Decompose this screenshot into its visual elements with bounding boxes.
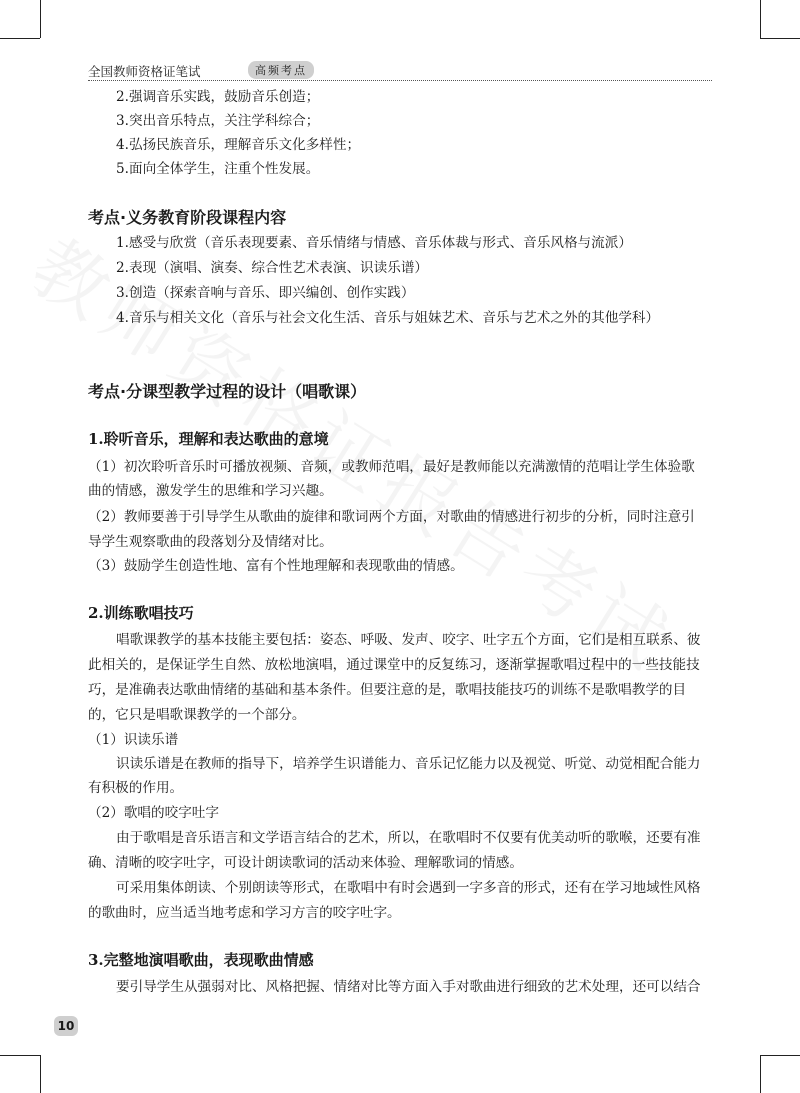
paragraph-line: 可采用集体朗读、个别朗读等形式，在歌唱中有时会遇到一字多音的形式，还有在学习地域性风格 bbox=[116, 880, 701, 896]
header-divider bbox=[88, 80, 712, 81]
crop-mark bbox=[40, 0, 41, 38]
paragraph-line: （2）教师要善于引导学生从歌曲的旋律和歌词两个方面，对歌曲的情感进行初步的分析，同时注意引 bbox=[88, 509, 695, 525]
paragraph-line: 由于歌唱是音乐语言和文学语言结合的艺术，所以，在歌唱时不仅要有优美动听的歌喉，还要有准 bbox=[116, 830, 701, 846]
paragraph-line: （1）初次聆听音乐时可播放视频、音频，或教师范唱，最好是教师能以充满激情的范唱让学生体验歌 bbox=[88, 459, 695, 475]
list-item: 4.弘扬民族音乐，理解音乐文化多样性； bbox=[116, 137, 361, 153]
running-header bbox=[88, 62, 712, 80]
header-badge: 高频考点 bbox=[248, 61, 314, 79]
subsection-heading: 1.聆听音乐，理解和表达歌曲的意境 bbox=[88, 430, 329, 448]
subsection-heading: 2.训练歌唱技巧 bbox=[88, 604, 194, 622]
list-item: 3.创造（探索音响与音乐、即兴编创、创作实践） bbox=[116, 285, 415, 301]
paragraph-line: 曲的情感，激发学生的思维和学习兴趣。 bbox=[88, 483, 333, 499]
subsection-heading: 3.完整地演唱歌曲，表现歌曲情感 bbox=[88, 951, 314, 969]
paragraph-line: 确、清晰的咬字吐字，可设计朗读歌词的活动来体验、理解歌词的情感。 bbox=[88, 855, 523, 871]
paragraph-line: （1）识读乐谱 bbox=[88, 732, 179, 748]
list-item: 4.音乐与相关文化（音乐与社会文化生活、音乐与姐妹艺术、音乐与艺术之外的其他学科） bbox=[116, 310, 660, 326]
crop-mark bbox=[0, 38, 40, 39]
paragraph-line: 导学生观察歌曲的段落划分及情绪对比。 bbox=[88, 534, 333, 550]
crop-mark bbox=[40, 1055, 41, 1093]
paragraph-line: 的，它只是唱歌课教学的一个部分。 bbox=[88, 707, 306, 723]
paragraph-line: 巧，是准确表达歌曲情绪的基础和基本条件。但要注意的是，歌唱技能技巧的训练不是歌唱教学的目 bbox=[88, 682, 687, 698]
crop-mark bbox=[760, 0, 761, 38]
list-item: 2.表现（演唱、演奏、综合性艺术表演、识读乐谱） bbox=[116, 260, 429, 276]
paragraph-line: 要引导学生从强弱对比、风格把握、情绪对比等方面入手对歌曲进行细致的艺术处理，还可以结合 bbox=[116, 979, 701, 995]
paragraph-line: 此相关的，是保证学生自然、放松地演唱，通过课堂中的反复练习，逐渐掌握歌唱过程中的一些技能技 bbox=[88, 657, 700, 673]
section-heading: 考点·分课型教学过程的设计（唱歌课） bbox=[88, 382, 367, 401]
crop-mark bbox=[760, 1055, 800, 1056]
book-title: 全国教师资格证笔试 bbox=[88, 64, 201, 79]
paragraph-line: （3）鼓励学生创造性地、富有个性地理解和表现歌曲的情感。 bbox=[88, 558, 464, 574]
paragraph-line: （2）歌唱的咬字吐字 bbox=[88, 805, 219, 821]
crop-mark bbox=[0, 1055, 40, 1056]
list-item: 3.突出音乐特点，关注学科综合； bbox=[116, 113, 320, 129]
list-item: 2.强调音乐实践，鼓励音乐创造； bbox=[116, 89, 320, 105]
page-number: 10 bbox=[54, 1016, 78, 1036]
crop-mark bbox=[760, 1055, 761, 1093]
section-heading: 考点·义务教育阶段课程内容 bbox=[88, 208, 287, 227]
list-item: 1.感受与欣赏（音乐表现要素、音乐情绪与情感、音乐体裁与形式、音乐风格与流派） bbox=[116, 235, 632, 251]
paragraph-line: 有积极的作用。 bbox=[88, 780, 184, 796]
paragraph-line: 唱歌课教学的基本技能主要包括：姿态、呼吸、发声、咬字、吐字五个方面，它们是相互联系、彼 bbox=[116, 632, 701, 648]
paragraph-line: 的歌曲时，应当适当地考虑和学习方言的咬字吐字。 bbox=[88, 905, 401, 921]
crop-mark bbox=[760, 38, 800, 39]
paragraph-line: 识读乐谱是在教师的指导下，培养学生识谱能力、音乐记忆能力以及视觉、听觉、动觉相配合能力 bbox=[116, 756, 701, 772]
list-item: 5.面向全体学生，注重个性发展。 bbox=[116, 161, 320, 177]
